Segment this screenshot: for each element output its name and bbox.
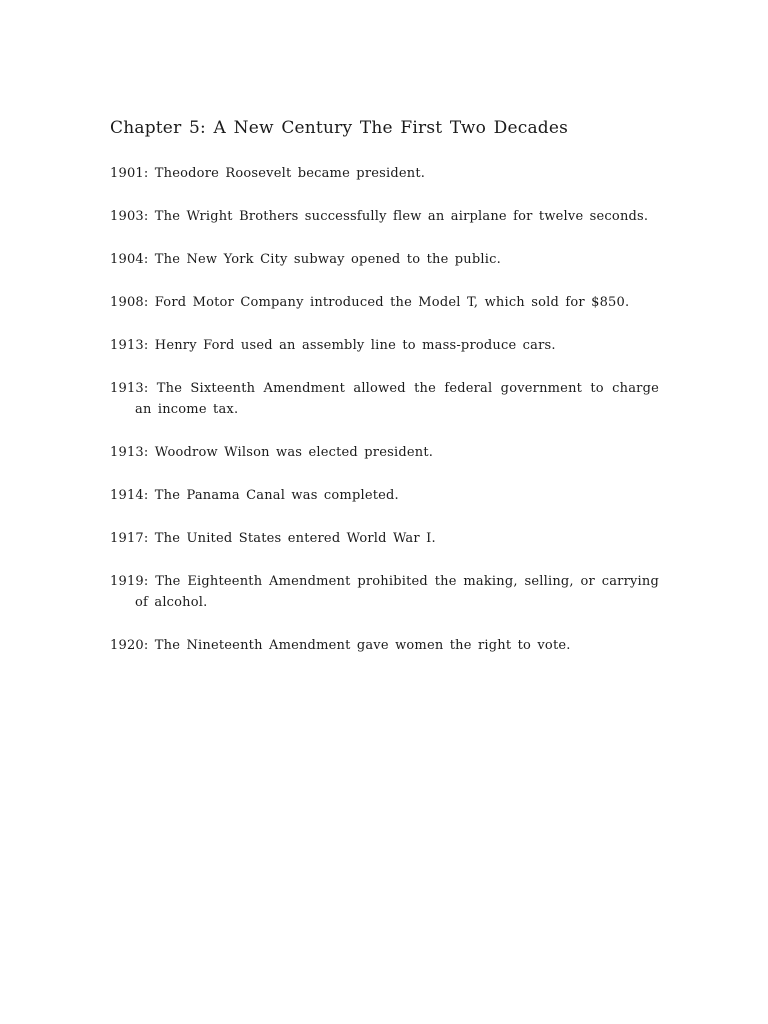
timeline-list [110, 163, 659, 678]
timeline-entry: 1920: The Nineteenth Amendment gave women the right to vote. [110, 638, 571, 653]
timeline-entry: 1913: Woodrow Wilson was elected president. [110, 445, 434, 460]
timeline-entry: 1908: Ford Motor Company introduced the Model T, which sold for $850. [110, 295, 630, 310]
timeline-entry: 1913: Henry Ford used an assembly line to mass-produce cars. [110, 338, 556, 353]
timeline-entry: 1901: Theodore Roosevelt became president. [110, 166, 426, 181]
timeline-entry: 1913: The Sixteenth Amendment allowed the federal government to charge an income tax. [110, 381, 659, 417]
timeline-entry: 1904: The New York City subway opened to the public. [110, 252, 501, 267]
timeline-entry: 1917: The United States entered World War I. [110, 531, 436, 546]
timeline-entry: 1919: The Eighteenth Amendment prohibited the making, selling, or carrying of alcohol. [110, 574, 659, 610]
timeline-entry: 1903: The Wright Brothers successfully flew an airplane for twelve seconds. [110, 209, 649, 224]
timeline-entry: 1914: The Panama Canal was completed. [110, 488, 399, 503]
chapter-title: Chapter 5: A New Century The First Two Decades [110, 118, 569, 138]
